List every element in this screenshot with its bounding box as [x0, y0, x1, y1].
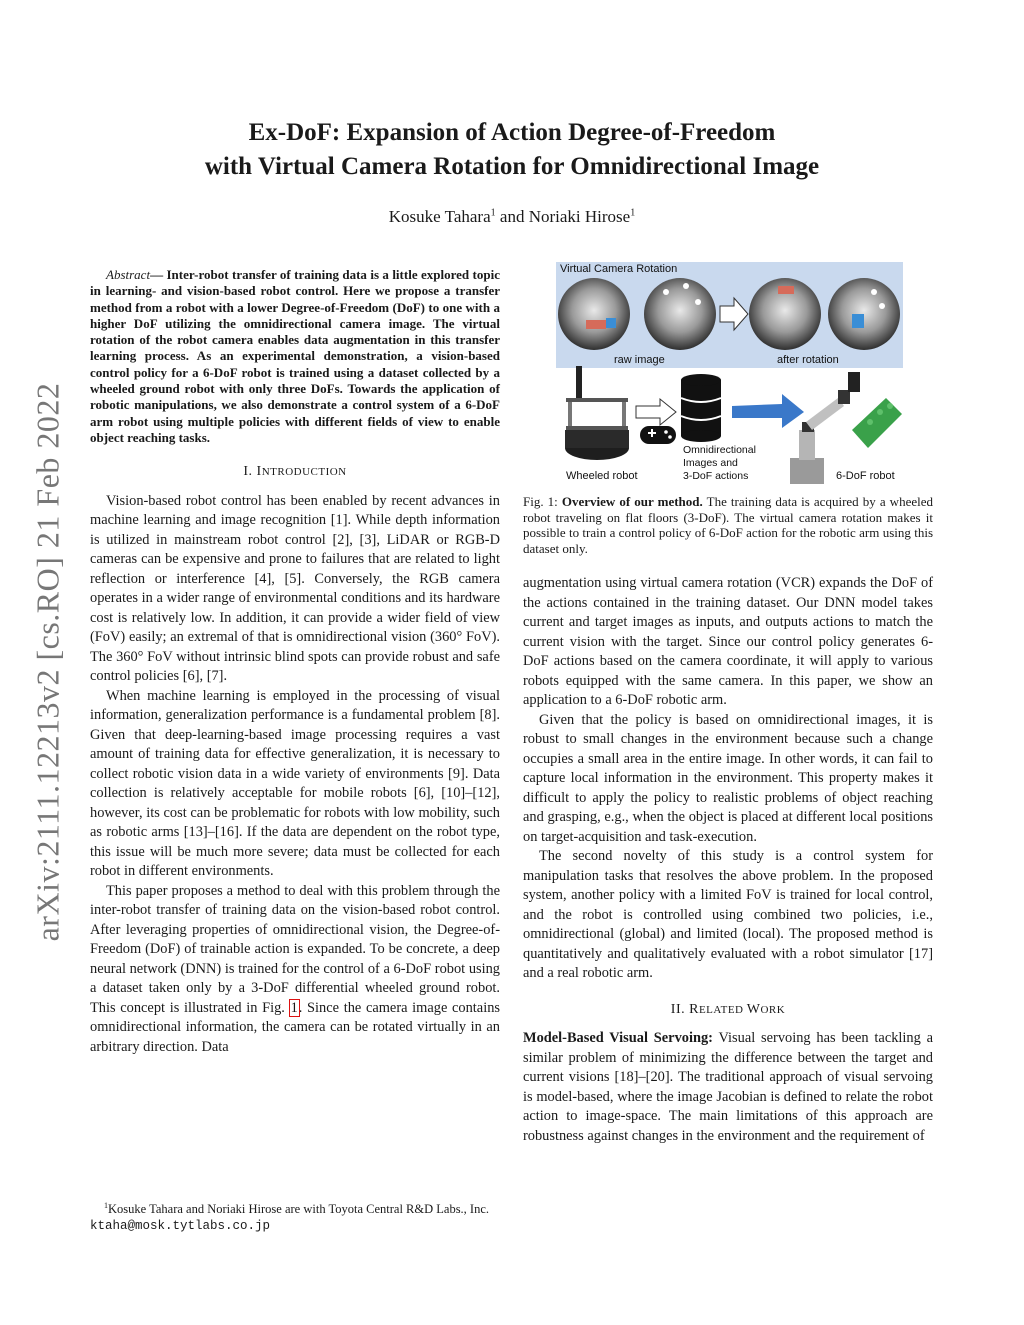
robot-arm-icon: [790, 372, 860, 484]
section-initial: R: [689, 1001, 699, 1017]
caption-text: The training data is acquired by a wheeled robot traveling on flat floors (3-DoF). The virtual camera rotation makes it possible to train a control policy of 6-DoF action for the robotic arm using this dataset only.: [523, 494, 933, 557]
footnote-text: Kosuke Tahara and Noriaki Hirose are with Toyota Central R&D Labs., Inc.: [108, 1202, 490, 1217]
green-brick-icon: [852, 398, 902, 448]
title-line-2: with Virtual Camera Rotation for Omnidirectional Image: [204, 153, 820, 180]
subsection-title: Model-Based Visual Servoing:: [523, 1030, 713, 1046]
caption-label: Fig. 1:: [523, 494, 562, 509]
abstract-label: Abstract: [106, 267, 151, 282]
intro-paragraph: When machine learning is employed in the processing of visual information, generalization performance is a fundamental problem [8]. Given that deep-learning-based image processing requires a vast amount of training data for effective generalization, it is necessary to collect robotic vision data in a wide variety of environments [9]. Data collection is relatively acceptable for mobile robots [6], [10]–[12], however, its cost can be problematic for robots with low mobility, such as robotic arms [13]–[16]. If the data are dependent on the robot type, this issue will be much more severe; data must be collected for each robot in different environments.: [90, 687, 500, 880]
affiliation-mark: 1: [630, 207, 636, 219]
section-numeral: II.: [670, 1001, 690, 1017]
gamepad-icon: [640, 426, 676, 444]
wheeled-robot-label: Wheeled robot: [566, 470, 638, 482]
raw-image-label: raw image: [614, 354, 665, 366]
right-column: [523, 574, 933, 1146]
section-numeral: I.: [243, 464, 257, 480]
figure-reference-link[interactable]: 1: [290, 999, 298, 1016]
body-paragraph: [523, 1029, 933, 1146]
section-initial: W: [746, 1001, 761, 1017]
author-name: Kosuke Tahara: [388, 207, 491, 226]
wheeled-robot-icon: [565, 366, 629, 460]
caption-bold: Overview of our method.: [561, 494, 703, 509]
affiliation-mark: 1: [490, 207, 496, 219]
section-smallcaps: ORK: [760, 1003, 786, 1016]
author-joiner: and: [495, 207, 529, 226]
paragraph-text: . Since the camera image contains omnidirectional information, the camera can be rotated virtually in an arbitrary direction. Data: [90, 999, 500, 1055]
footnote-mark: 1: [104, 1201, 108, 1210]
body-paragraph: Given that the policy is based on omnidirectional images, it is robust to small changes in the environment because such a change occupies a small area in the entire image. In other words, it can fail to capture local information in the environment. This property makes it difficult to apply the policy to realistic problems of object reaching and grasping, e.g., when the object is placed at different local positions on target-acquisition and task-execution.: [523, 711, 933, 845]
training-arrow-icon: [732, 394, 804, 428]
paragraph-text: This paper proposes a method to deal with this problem through the inter-robot transfer of training data on the vision-based robot control. After leveraging properties of omnidirectional vision, the Degree-of-Freedom (DoF) of trainable action is expanded. To be concrete, a deep neural network (DNN) is trained for the control of a 6-DoF robot using a dataset taken only by a 3-DoF differential wheeled ground robot. This concept is illustrated in Fig.: [90, 882, 500, 1016]
panel-title: Virtual Camera Rotation: [560, 263, 678, 275]
rotated-image-fisheye-right: [828, 278, 900, 350]
arxiv-identifier: arXiv:2111.12213v2 [cs.RO] 21 Feb 2022: [29, 382, 66, 942]
figure-1: [556, 262, 903, 486]
rotated-image-fisheye-left: [749, 278, 821, 350]
paper-title: [120, 116, 904, 184]
abstract-dash: —: [150, 267, 167, 282]
body-paragraph: augmentation using virtual camera rotation (VCR) expands the DoF of the actions contained in the training dataset. Our DNN model takes current and target images as inputs, and outputs actions to match the current vision with the target. Since our control policy generates 6-DoF actions based on the camera coordinate, it will apply to various robots equipped with the same camera. In this paper, we show an application to a 6-DoF robotic arm.: [523, 575, 933, 708]
section-smallcaps: ELATED: [698, 1003, 747, 1016]
dataset-label: [683, 444, 756, 483]
section-smallcaps: NTRODUCTION: [261, 466, 347, 479]
body-paragraph: The second novelty of this study is a control system for manipulation tasks that resolves the above problem. In the proposed system, another policy with a limited FoV is trained for local control, and the robot is controlled using combined two policies, i.e., omnidirectional (global) and limited (local). The proposed method is quantitatively and qualitatively evaluated with a robot simulator [17] and a real robotic arm.: [523, 848, 933, 981]
paragraph-text: Visual servoing has been tackling a similar problem of minimizing the difference between the target and current visions [18]–[20]. The traditional approach of visual servoing is model-based, where the image Jacobian is defined to relate the robot action to image-space. The main limitations of this approach are robustness against changes in the environment and the requirement of: [523, 1030, 933, 1144]
arm-robot-label: 6-DoF robot: [836, 470, 895, 482]
author-email[interactable]: ktaha@mosk.tytlabs.co.jp: [90, 1219, 271, 1234]
intro-paragraph: [90, 882, 500, 1058]
database-icon: [681, 374, 721, 442]
intro-paragraph: Vision-based robot control has been enabled by recent advances in machine learning and image recognition [1]. While depth information is utilized in mainstream robot control [2], [3], LiDAR or RGB-D cameras can be expensive and prone to failures that are related to light reflection or interference [4], [5]. Conversely, the RGB camera operates in a wider range of environmental conditions and its hardware cost is relatively low. In addition, it can provide a wider field of view (FoV) easily; an extremal of that is omnidirectional vision (360° FoV). The 360° FoV without intrinsic blind spots can provide robust and safe control policies [6], [7].: [90, 492, 500, 685]
title-line-1: Ex-DoF: Expansion of Action Degree-of-Freedom: [248, 119, 776, 146]
dataset-label-line: Omnidirectional: [683, 444, 756, 456]
author-list: [120, 207, 904, 227]
dataset-label-line: 3-DoF actions: [683, 470, 749, 482]
section-initial: I: [256, 464, 262, 480]
section-heading-related-work: [523, 1000, 933, 1021]
raw-image-fisheye-right: [644, 278, 716, 350]
footnote: [90, 1198, 500, 1234]
abstract-text: Inter-robot transfer of training data is a little explored topic in learning- and vision-based robot control. Here we propose a transfer method from a robot with a lower Degree-of-Freedom (DoF) to one with a higher DoF utilizing the omnidirectional camera image. The virtual rotation of the robot camera enables data augmentation in this transfer learning process. As an experimental demonstration, a vision-based control policy for a 6-DoF robot is trained using a dataset collected by a wheeled ground robot with only three DoFs. Towards the application of robotic manipulations, we also demonstrate a control system of a 6-DoF arm robot using multiple policies with different fields of view to enable object reaching tasks.: [90, 267, 500, 445]
author-name: Noriaki Hirose: [528, 207, 631, 226]
rotation-arrow-icon: [720, 298, 748, 330]
left-column: [90, 267, 500, 1057]
transfer-arrow-icon: [636, 399, 676, 425]
dataset-label-line: Images and: [683, 457, 738, 469]
after-rotation-label: after rotation: [777, 354, 839, 366]
abstract: [90, 267, 500, 446]
raw-image-fisheye-left: [558, 278, 630, 350]
section-heading-introduction: [90, 462, 500, 483]
figure-caption: [523, 494, 933, 557]
